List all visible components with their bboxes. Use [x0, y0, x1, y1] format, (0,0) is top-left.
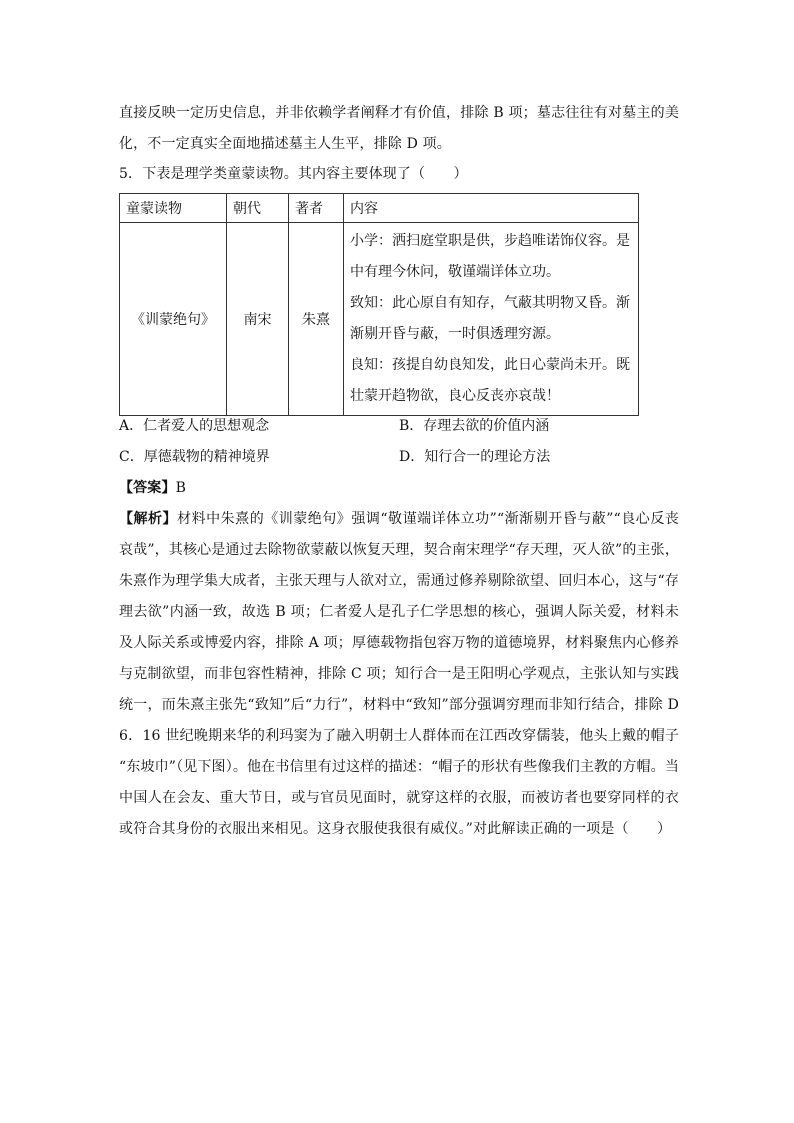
- table-cell-content: [344, 223, 639, 416]
- analysis-line-2: 哀哉”，其核心是通过去除物欲蒙蔽以恢复天理，契合南宋理学“存天理，灭人欲”的主张，: [119, 542, 679, 558]
- q6-line-2: “东坡巾”（见下图）。他在书信里有过这样的描述：“帽子的形状有些像我们主教的方帽。当: [119, 759, 679, 775]
- option-b: B．存理去欲的价值内涵: [399, 418, 550, 434]
- table-row: [120, 223, 639, 416]
- table-header-book: 童蒙读物: [120, 194, 227, 223]
- content-line: 良知：孩提自幼良知发，此日心蒙尚未开。既: [350, 357, 630, 373]
- content-line: 致知：此心原自有知存，气蔽其明物又昏。渐: [350, 295, 630, 311]
- content-line: 小学：洒扫庭堂职是供，步趋唯诺饰仪容。是: [350, 233, 630, 249]
- option-a: A．仁者爱人的思想观念: [119, 418, 270, 434]
- option-d: D．知行合一的理论方法: [399, 449, 551, 465]
- content-line: 中有理今休问，敬谨端详体立功。: [350, 264, 560, 280]
- analysis-line-5: 及人际关系或博爱内容，排除 A 项；厚德载物指包容万物的道德境界，材料聚焦内心修养: [119, 635, 679, 651]
- q5-table: [119, 193, 639, 416]
- q4-analysis-line-2: 化，不一定真实全面地描述墓主人生平，排除 D 项。: [119, 136, 451, 152]
- analysis-line-3: 朱熹作为理学集大成者，主张天理与人欲对立，需通过修养剔除欲望、回归本心，这与“存: [119, 573, 679, 589]
- q6-line-3: 中国人在会友、重大节日，或与官员见面时，就穿这样的衣服，而被访者也要穿同样的衣: [119, 790, 679, 806]
- analysis-label: 【解析】: [119, 511, 178, 527]
- analysis-line-7: 统一，而朱熹主张先“致知”后“力行”，材料中“致知”部分强调穷理而非知行结合，排除 D: [119, 697, 679, 713]
- content-line: 渐剔开昏与蔽，一时俱透理穷源。: [350, 326, 560, 342]
- analysis-line-4: 理去欲”内涵一致，故选 B 项；仁者爱人是孔子仁学思想的核心，强调人际关爱，材料未: [119, 604, 679, 620]
- q6-line-4: 或符合其身份的衣服出来相见。这身衣服使我很有威仪。”对此解读正确的一项是（ ）: [119, 821, 672, 837]
- answer-line: [119, 478, 679, 498]
- table-header-dynasty: 朝代: [227, 194, 289, 223]
- q5-stem: 5．下表是理学类童蒙读物。其内容主要体现了（ ）: [119, 166, 468, 182]
- answer-value: B: [175, 480, 187, 496]
- q6-line-1: 6．16 世纪晚期来华的利玛窦为了融入明朝士人群体而在江西改穿儒装，他头上戴的帽子: [119, 728, 679, 744]
- table-header-content: 内容: [344, 194, 639, 223]
- table-cell-dynasty: 南宋: [227, 223, 289, 416]
- table-header-author: 著者: [289, 194, 344, 223]
- analysis-line-1: [119, 509, 679, 529]
- answer-label: 【答案】: [119, 480, 176, 496]
- option-c: C．厚德载物的精神境界: [119, 449, 270, 465]
- table-cell-book: 《训蒙绝句》: [120, 223, 227, 416]
- analysis-line-6: 与克制欲望，而非包容性精神，排除 C 项；知行合一是王阳明心学观点，主张认知与实践: [119, 666, 679, 682]
- q4-analysis-line-1: 直接反映一定历史信息，并非依赖学者阐释才有价值，排除 B 项；墓志往往有对墓主的美: [119, 105, 679, 121]
- analysis-text: 材料中朱熹的《训蒙绝句》强调“敬谨端详体立功”“渐渐剔开昏与蔽”“良心反丧: [177, 511, 679, 527]
- table-header-row: [120, 194, 639, 223]
- table-cell-author: 朱熹: [289, 223, 344, 416]
- content-line: 壮蒙开趋物欲，良心反丧亦哀哉！: [350, 388, 560, 404]
